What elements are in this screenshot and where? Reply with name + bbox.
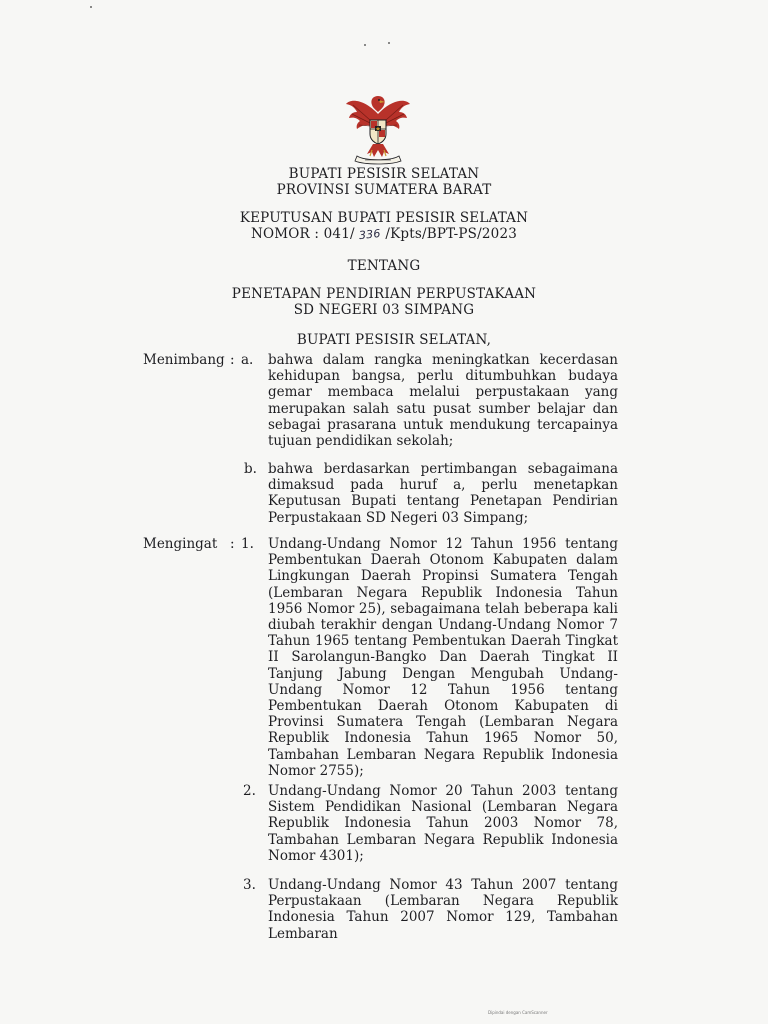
menimbang-item-a: bahwa dalam rangka meningkatkan kecerdasan kehidupan bangsa, perlu ditumbuhkan budaya gemar membaca melalui perpustakaan yang merupakan salah satu pusat sumber belajar dan sebagai prasarana untuk mendukung tercapainya tujuan pendidikan sekolah; xyxy=(268,352,618,450)
scanner-watermark: Dipindai dengan CamScanner xyxy=(488,1010,548,1015)
tentang-heading: TENTANG xyxy=(347,258,421,274)
issuer-name: BUPATI PESISIR SELATAN, xyxy=(296,332,492,348)
decree-number-prefix: NOMOR : 041/ xyxy=(250,226,355,242)
decree-number xyxy=(0,226,768,243)
mengingat-item-3: Undang-Undang Nomor 43 Tahun 2007 tentang Perpustakaan (Lembaran Negara Republik Indonesia Tahun 2007 Nomor 129, Tambahan Lembaran xyxy=(268,877,618,942)
decree-number-suffix: /Kpts/BPT-PS/2023 xyxy=(385,226,518,242)
mengingat-label: Mengingat xyxy=(143,536,218,552)
scan-speck xyxy=(364,44,366,46)
subject-line2: SD NEGERI 03 SIMPANG xyxy=(293,302,475,318)
menimbang-marker-a: a. xyxy=(241,352,254,368)
issuer-heading-line2: PROVINSI SUMATERA BARAT xyxy=(276,182,492,198)
mengingat-item-2: Undang-Undang Nomor 20 Tahun 2003 tentang Sistem Pendidikan Nasional (Lembaran Negara Republik Indonesia Tahun 2003 Nomor 78, Tambahan Lembaran Negara Republik Indonesia Nomor 4301); xyxy=(268,783,618,864)
issuer-heading-line1: BUPATI PESISIR SELATAN xyxy=(288,166,480,182)
menimbang-marker-b: b. xyxy=(244,461,257,477)
scan-speck xyxy=(388,42,390,44)
mengingat-marker-1: 1. xyxy=(241,536,254,552)
menimbang-colon: : xyxy=(230,352,235,368)
decree-title: KEPUTUSAN BUPATI PESISIR SELATAN xyxy=(239,210,529,226)
decree-number-handwritten: 336 xyxy=(358,226,382,243)
garuda-emblem-icon xyxy=(343,90,413,166)
mengingat-colon: : xyxy=(230,536,235,552)
subject-line1: PENETAPAN PENDIRIAN PERPUSTAKAAN xyxy=(231,286,537,302)
mengingat-marker-3: 3. xyxy=(243,877,256,893)
scan-speck xyxy=(90,6,92,8)
menimbang-label: Menimbang xyxy=(143,352,225,368)
mengingat-marker-2: 2. xyxy=(243,783,256,799)
menimbang-item-b: bahwa berdasarkan pertimbangan sebagaimana dimaksud pada huruf a, perlu menetapkan Keputusan Bupati tentang Penetapan Pendirian Perpustakaan SD Negeri 03 Simpang; xyxy=(268,461,618,526)
mengingat-item-1: Undang-Undang Nomor 12 Tahun 1956 tentang Pembentukan Daerah Otonom Kabupaten dalam Lingkungan Daerah Propinsi Sumatera Tengah (Lembaran Negara Republik Indonesia Tahun 1956 Nomor 25), sebagaimana telah beberapa kali diubah terakhir dengan Undang-Undang Nomor 7 Tahun 1965 tentang Pembentukan Daerah Tingkat II Sarolangun-Bangko Dan Daerah Tingkat II Tanjung Jabung Dengan Mengubah Undang-Undang Nomor 12 Tahun 1956 tentang Pembentukan Daerah Otonom Kabupaten di Provinsi Sumatera Tengah (Lembaran Negara Republik Indonesia Tahun 1965 Nomor 50, Tambahan Lembaran Negara Republik Indonesia Nomor 2755); xyxy=(268,536,618,779)
